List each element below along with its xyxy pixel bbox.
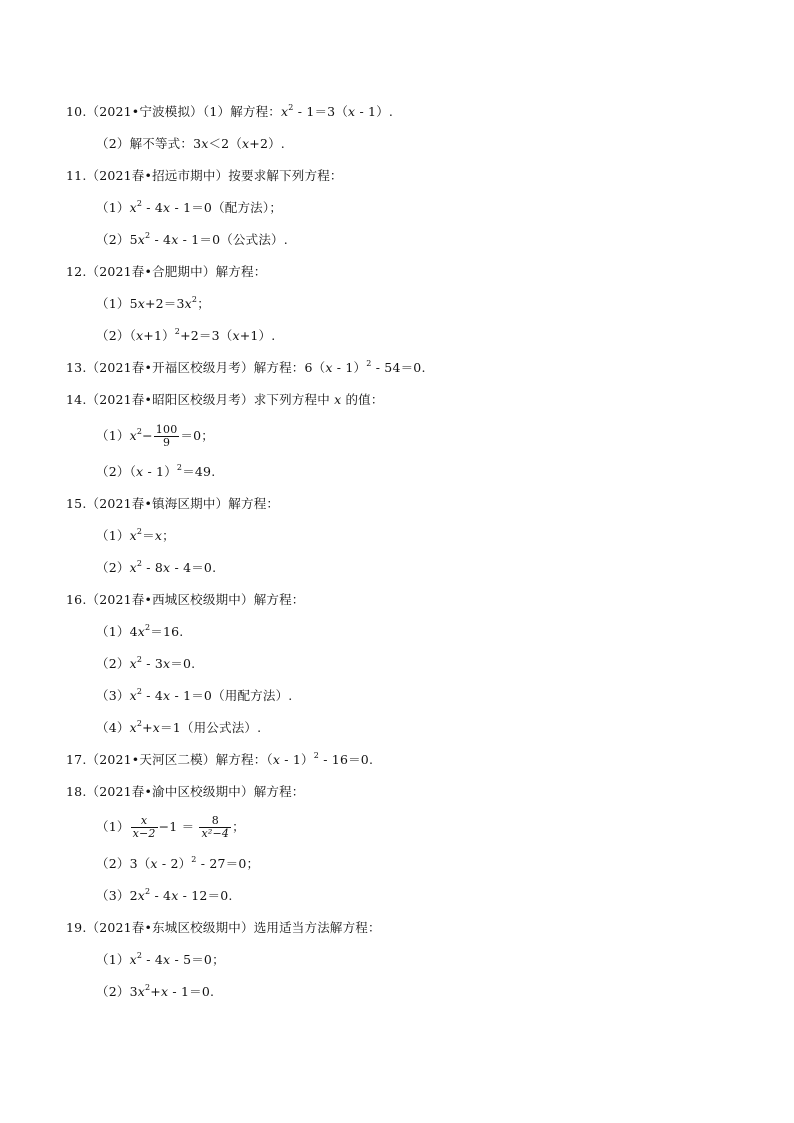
question-source: （2021•天河区二模） xyxy=(86,752,216,767)
question-10-part-2 xyxy=(96,136,285,152)
question-11: 11.（2021春•招远市期中）按要求解下列方程： xyxy=(66,168,343,183)
part-text: $3x^2+x - 1=0$. xyxy=(129,983,215,999)
question-number: 16 xyxy=(66,592,83,607)
question-13: 13.（2021春•开福区校级月考）解方程：6（x - 1）$^2$ - 54＝0. xyxy=(66,359,426,375)
question-prompt: 解方程： xyxy=(215,752,267,767)
part-label: （2） xyxy=(96,656,130,671)
question-16-part-1 xyxy=(96,624,183,640)
question-18-part-1 xyxy=(96,814,245,840)
question-number: 15 xyxy=(66,496,83,511)
question-18: 18.（2021春•渝中区校级期中）解方程： xyxy=(66,784,305,799)
part-text: $x^2+x=1$（用公式法）. xyxy=(129,719,262,735)
fraction-numerator: 100 xyxy=(155,423,178,436)
question-prompt: 解方程： xyxy=(253,592,305,607)
part-label: （1） xyxy=(96,952,130,967)
question-11-part-1 xyxy=(96,200,282,216)
fraction-denominator: x−2 xyxy=(132,827,156,840)
question-16-part-3 xyxy=(96,688,292,704)
equation: $x^2 - 1=3(x - 1)$. xyxy=(281,103,394,119)
part-text: $x^2 - 8x - 4=0$. xyxy=(129,559,217,575)
part-label: （1） xyxy=(96,428,130,443)
question-19: 19.（2021春•东城区校级期中）选用适当方法解方程： xyxy=(66,920,381,935)
question-number: 19 xyxy=(66,920,83,935)
question-prompt: 求下列方程中 x 的值： xyxy=(253,392,384,407)
part-text: $4x^2=16$. xyxy=(129,623,184,639)
question-14: 14.（2021春•昭阳区校级月考）求下列方程中 x 的值： xyxy=(66,392,384,407)
part-label: （2） xyxy=(96,136,130,151)
part-label: （4） xyxy=(96,720,130,735)
question-19-part-1 xyxy=(96,952,225,968)
question-source: （2021春•镇海区期中） xyxy=(86,496,229,511)
question-prompt: （1）解方程： xyxy=(202,104,281,119)
question-12-part-1 xyxy=(96,296,210,312)
question-source: （2021春•合肥期中） xyxy=(86,264,216,279)
fraction-denominator: 9 xyxy=(163,436,171,449)
question-source: （2021•宁波模拟） xyxy=(86,104,203,119)
part-text: 3（x - 2）$^2$ - 27＝0； xyxy=(129,855,260,871)
question-prompt: 解方程： xyxy=(253,784,305,799)
part-text: $x^2 - 3x=0$. xyxy=(129,655,196,671)
fraction xyxy=(199,815,231,840)
question-prompt: 解方程： xyxy=(253,360,305,375)
question-source: （2021春•开福区校级月考） xyxy=(86,360,254,375)
part-label: （1） xyxy=(96,200,130,215)
question-prompt: 解方程： xyxy=(215,264,267,279)
part-text: $5x^2 - 4x - 1=0$（公式法）. xyxy=(129,231,288,247)
question-number: 10 xyxy=(66,104,83,119)
part-label: （1） xyxy=(96,296,130,311)
question-source: （2021春•西城区校级期中） xyxy=(86,592,254,607)
part-label: （3） xyxy=(96,688,130,703)
question-14-part-1 xyxy=(96,424,214,448)
part-text: $x^2 - 4x - 1=0$（配方法）； xyxy=(129,199,283,215)
fraction-numerator: 8 xyxy=(199,815,231,828)
question-prompt: 按要求解下列方程： xyxy=(228,168,343,183)
question-number: 18 xyxy=(66,784,83,799)
part-text: $5x+2=3x^2$； xyxy=(129,295,210,311)
part-label: （1） xyxy=(96,819,130,834)
fraction xyxy=(154,424,180,449)
question-14-part-2 xyxy=(96,464,215,480)
question-18-part-2 xyxy=(96,856,259,872)
part-label: （2） xyxy=(96,856,130,871)
equation: （x - 1）$^2$ - 16＝0. xyxy=(266,751,374,767)
part-text: $x^2 - 4x - 5=0$； xyxy=(129,951,225,967)
question-16-part-4 xyxy=(96,720,261,736)
fraction xyxy=(131,815,158,840)
question-11-part-2 xyxy=(96,232,288,248)
question-17: 17.（2021•天河区二模）解方程：（x - 1）$^2$ - 16＝0. xyxy=(66,751,374,767)
question-15-part-2 xyxy=(96,560,216,576)
question-15: 15.（2021春•镇海区期中）解方程： xyxy=(66,496,280,511)
question-source: （2021春•昭阳区校级月考） xyxy=(86,392,254,407)
part-label: （1） xyxy=(96,528,130,543)
part-text: $(x+1)^2+2=3(x+1)$. xyxy=(129,327,276,343)
question-12-part-2 xyxy=(96,328,275,344)
part-text: $2x^2 - 4x - 12=0$. xyxy=(129,887,233,903)
question-number: 13 xyxy=(66,360,83,375)
part-label: （2） xyxy=(96,464,130,479)
question-source: （2021春•渝中区校级期中） xyxy=(86,784,254,799)
fraction-numerator: x xyxy=(131,815,158,828)
part-label: （3） xyxy=(96,888,130,903)
question-19-part-2 xyxy=(96,984,214,1000)
question-18-part-3 xyxy=(96,888,233,904)
part-label: （2） xyxy=(96,984,130,999)
part-label: （1） xyxy=(96,624,130,639)
part-label: （2） xyxy=(96,328,130,343)
question-source: （2021春•东城区校级期中） xyxy=(86,920,254,935)
part-text: $x^2=x$； xyxy=(129,527,175,543)
question-source: （2021春•招远市期中） xyxy=(86,168,229,183)
part-text: （x - 1）$^2$＝49. xyxy=(129,463,216,479)
equation: 6（x - 1）$^2$ - 54＝0. xyxy=(304,359,426,375)
part-text: $x^2-$ $\frac{100}{9}$ ＝0； xyxy=(129,423,214,449)
question-12: 12.（2021春•合肥期中）解方程： xyxy=(66,264,267,279)
fraction-denominator: x²−4 xyxy=(201,827,230,840)
part-label: （2） xyxy=(96,560,130,575)
part-text: 解不等式：3x＜2（x+2）. xyxy=(129,136,285,151)
question-prompt: 选用适当方法解方程： xyxy=(253,920,381,935)
question-number: 12 xyxy=(66,264,83,279)
question-prompt: 解方程： xyxy=(228,496,280,511)
question-16-part-2 xyxy=(96,656,195,672)
question-number: 17 xyxy=(66,752,83,767)
part-text: $x^2 - 4x - 1=0$（用配方法）. xyxy=(129,687,293,703)
part-label: （2） xyxy=(96,232,130,247)
question-16: 16.（2021春•西城区校级期中）解方程： xyxy=(66,592,305,607)
question-number: 14 xyxy=(66,392,83,407)
question-10: 10.（2021•宁波模拟）（1）解方程：$x^2 - 1=3(x - 1)$. xyxy=(66,103,394,119)
question-15-part-1 xyxy=(96,528,175,544)
part-text: $\frac{x}{x-2}$ −1 ＝ $\frac{8}{\text{x²−4}}$ ； xyxy=(132,814,245,840)
question-number: 11 xyxy=(66,168,83,183)
